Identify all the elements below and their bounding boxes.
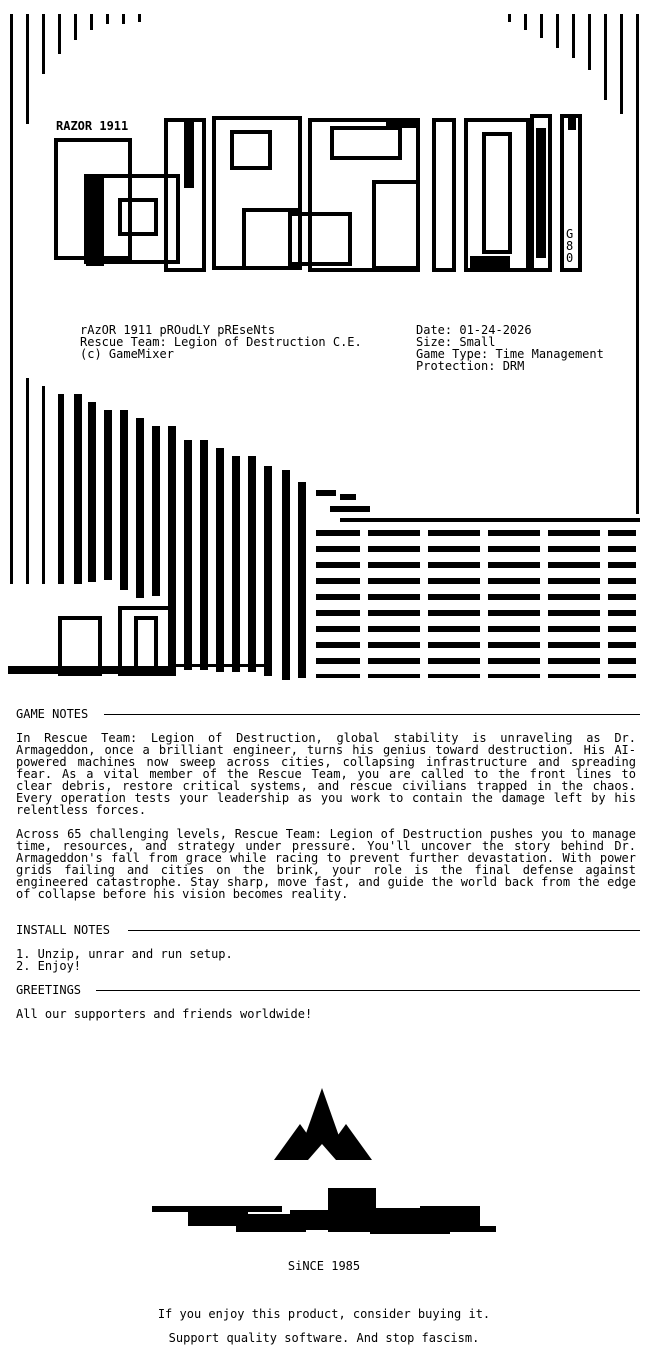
date-line: Date: 01-24-2026 bbox=[416, 323, 532, 337]
install-step-1: 1. Unzip, unrar and run setup. bbox=[16, 947, 233, 961]
install-notes-divider bbox=[128, 930, 640, 931]
brick-gaps bbox=[360, 530, 608, 680]
install-step-2: 2. Enjoy! bbox=[16, 959, 82, 973]
group-tag: RAZOR 1911 bbox=[56, 119, 129, 133]
bottom-logo-fragment bbox=[60, 608, 170, 674]
razor-footer-wordmark bbox=[152, 1188, 496, 1234]
bottom-baseline bbox=[8, 664, 270, 674]
since-label: SiNCE 1985 bbox=[287, 1259, 361, 1273]
install-notes-heading: INSTALL NOTES bbox=[16, 923, 110, 937]
presents-line: rAzOR 1911 pROudLY pREseNts bbox=[80, 323, 276, 337]
game-title-line: Rescue Team: Legion of Destruction C.E. bbox=[80, 335, 362, 349]
support-line-1: If you enjoy this product, consider buying it. bbox=[157, 1307, 491, 1321]
game-notes-paragraph-2: Across 65 challenging levels, Rescue Team: Legion of Destruction pushes you to manage time, resources, and strategy under pressure. You'll uncover the story behind Dr. Armageddon's fall from grace while racing to prevent further devastation. With power grids failing and cities on the brink, your role is the final defense against engineered catastrophe. Stay sharp, move fast, and guide the world back from the edge of collapse before his vision becomes reality. bbox=[16, 827, 636, 901]
greetings-text: All our supporters and friends worldwide! bbox=[16, 1007, 313, 1021]
razor-logo bbox=[56, 116, 580, 270]
greetings-divider bbox=[96, 990, 640, 991]
protection-line: Protection: DRM bbox=[416, 359, 525, 373]
greetings-heading: GREETINGS bbox=[16, 983, 82, 997]
footer-logo bbox=[140, 1084, 510, 1244]
game-type-line: Game Type: Time Management bbox=[416, 347, 604, 361]
game-notes-divider bbox=[104, 714, 640, 715]
game-notes-heading: GAME NOTES bbox=[16, 707, 89, 721]
logo-side-text: G80 bbox=[566, 227, 574, 265]
support-line-2: Support quality software. And stop fascism. bbox=[168, 1331, 480, 1345]
size-line: Size: Small bbox=[416, 335, 496, 349]
game-notes-paragraph-1: In Rescue Team: Legion of Destruction, global stability is unraveling as Dr. Armageddon, once a brilliant engineer, turns his genius toward destruction. His AI-powered machines now sweep across cities, collapsing infrastructure and spreading fear. As a vital member of the Rescue Team, you are called to the front lines to clear debris, restore critical systems, and rescue civilians trapped in the chaos. Every operation tests your leadership as you work to contain the damage left by his relentless forces. bbox=[16, 731, 636, 817]
staircase-pattern bbox=[26, 378, 306, 680]
publisher-line: (c) GameMixer bbox=[80, 347, 174, 361]
